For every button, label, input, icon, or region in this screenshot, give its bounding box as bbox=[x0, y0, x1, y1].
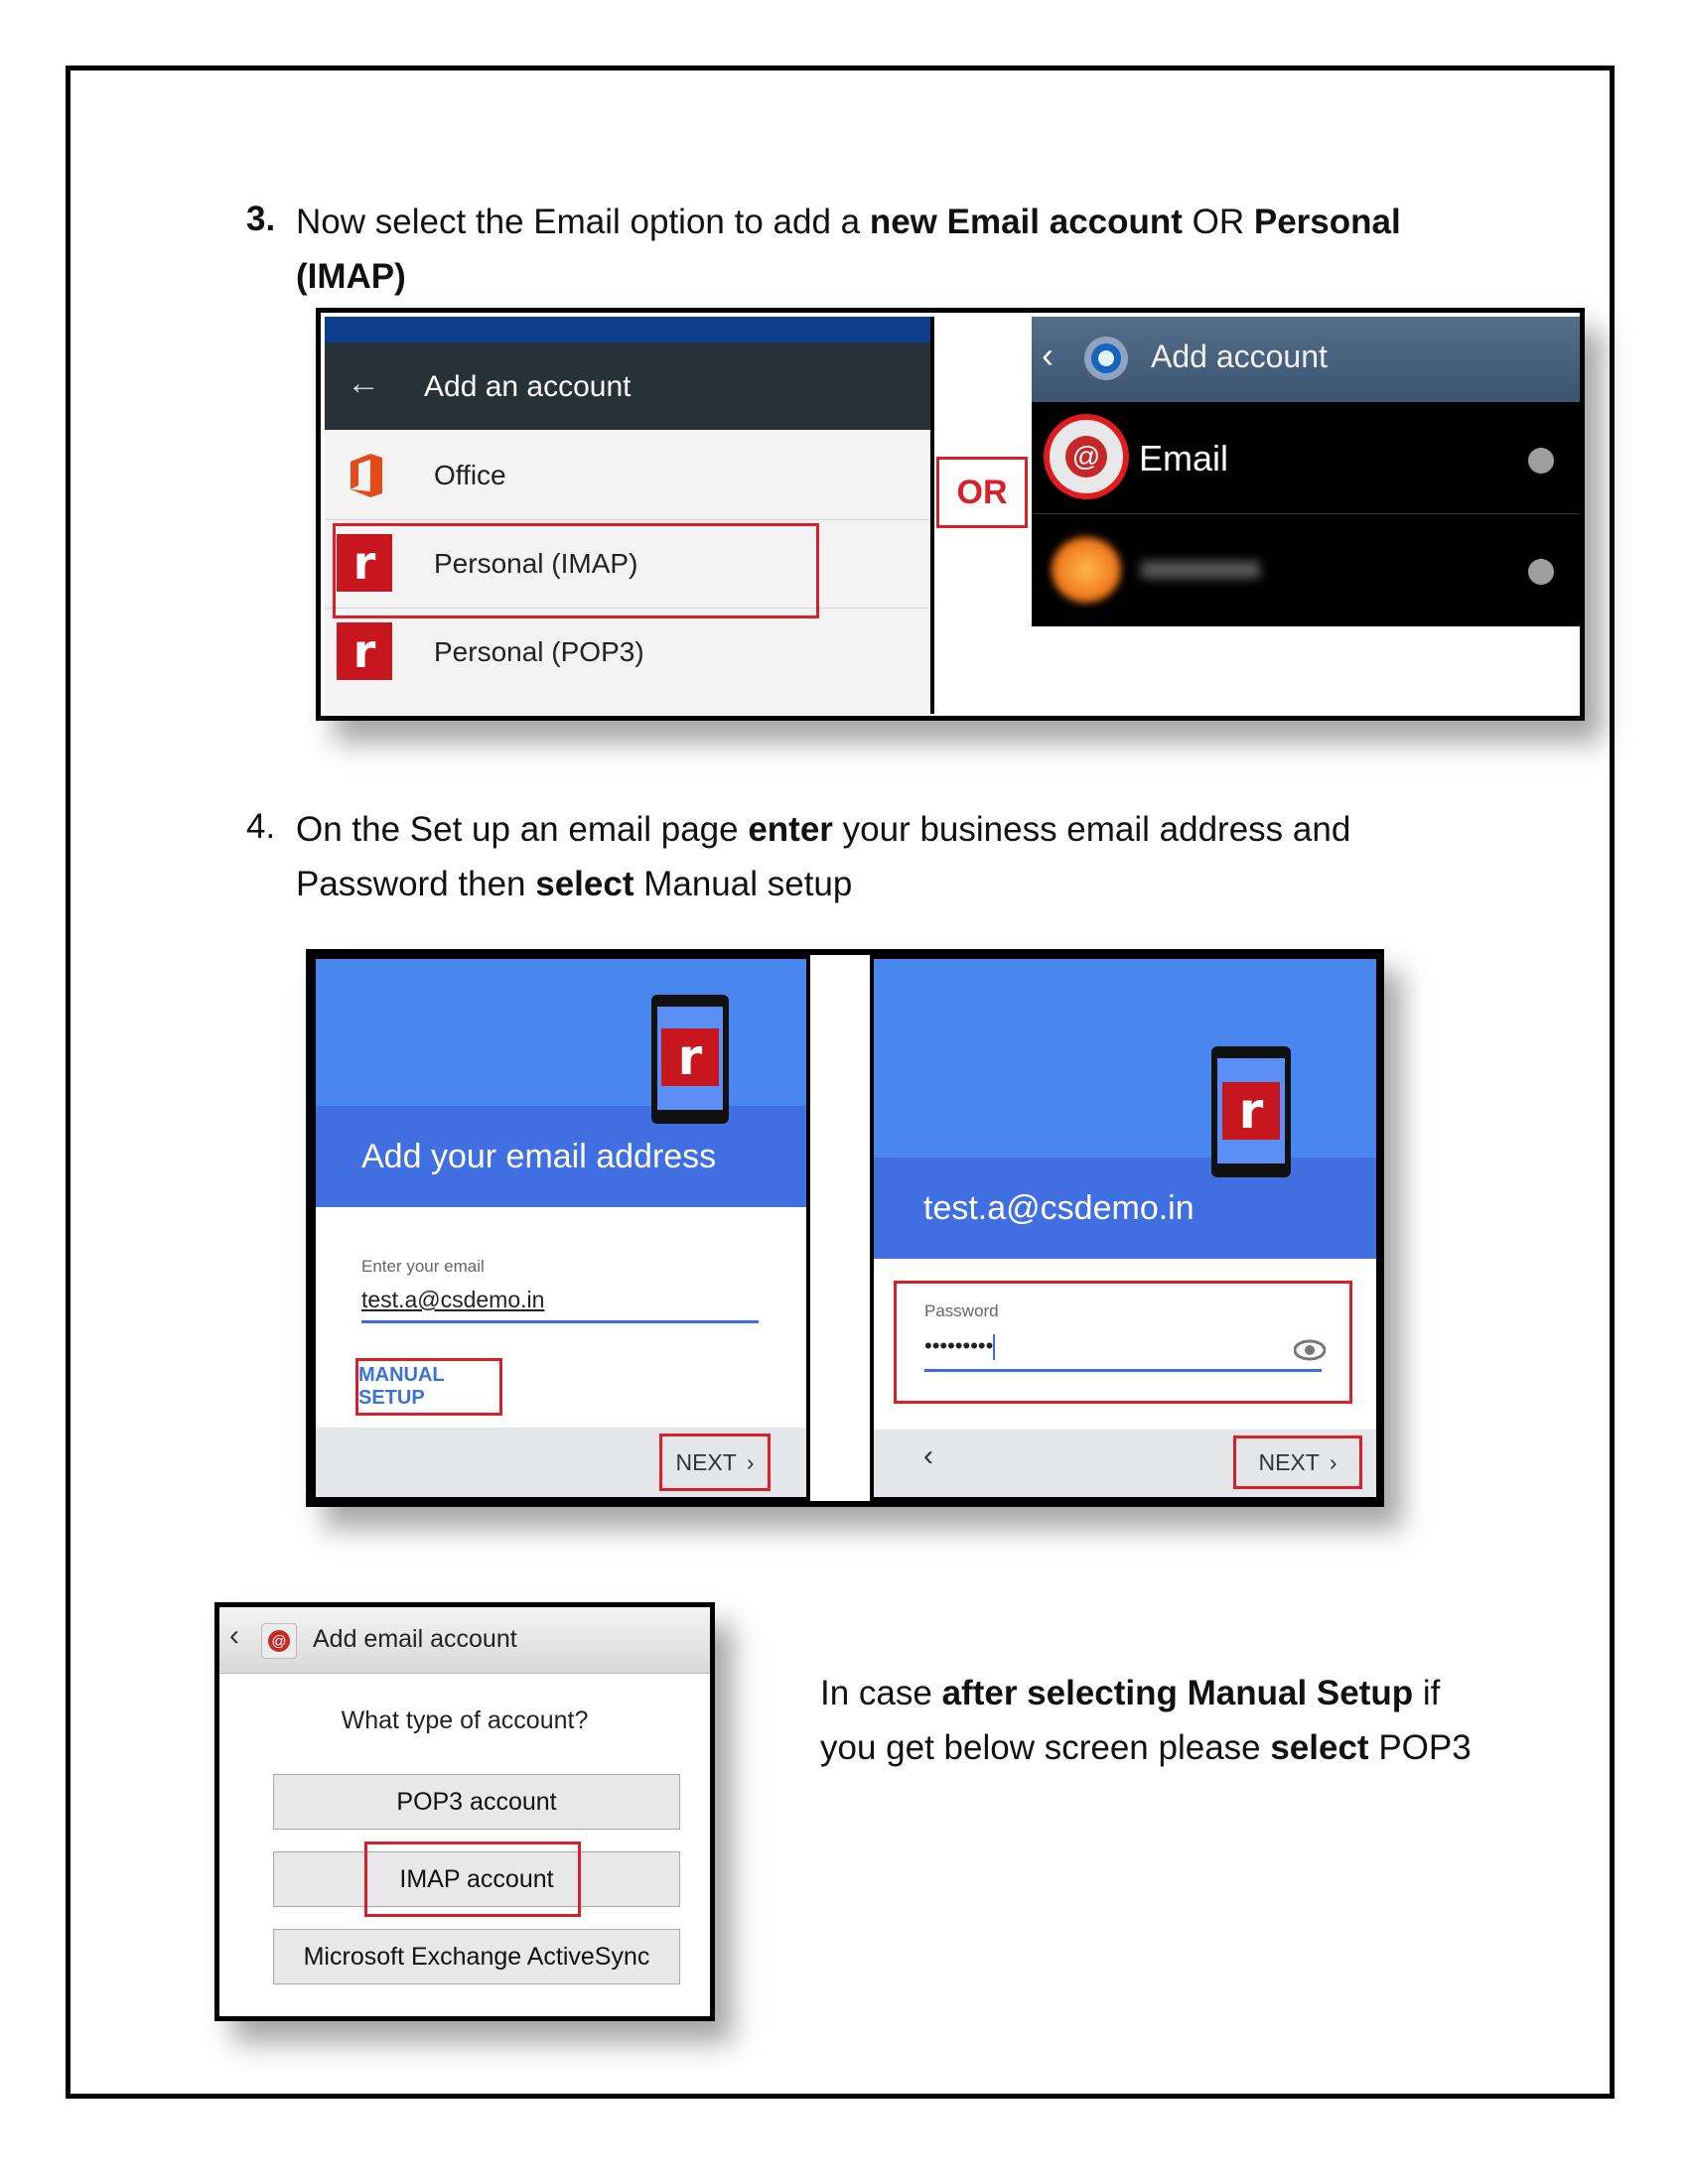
dialog-header bbox=[219, 1607, 710, 1674]
bottom-bar bbox=[316, 1428, 806, 1497]
step-4-number: 4. bbox=[246, 807, 276, 846]
chevron-left-icon[interactable]: ‹ bbox=[923, 1439, 933, 1472]
step-4-text bbox=[296, 802, 1487, 911]
highlight-personal-imap bbox=[333, 523, 819, 618]
android-header-title: Add account bbox=[1151, 339, 1328, 374]
step-3-number: 3. bbox=[246, 200, 276, 238]
header-top bbox=[874, 959, 1376, 1158]
step-4-text-e: select bbox=[535, 865, 634, 903]
step-4-text-a: On the Set up an email page bbox=[296, 810, 749, 849]
pop3-account-button[interactable]: POP3 account bbox=[273, 1774, 680, 1830]
step-3-text-b: new Email account bbox=[869, 203, 1183, 241]
outlook-header bbox=[325, 342, 930, 430]
next-label: NEXT bbox=[1258, 1448, 1320, 1475]
android-item-label: Email bbox=[1139, 438, 1229, 478]
step-3-figure bbox=[316, 308, 1585, 721]
step-4-text-b: enter bbox=[748, 810, 833, 849]
manual-setup-button[interactable]: MANUAL SETUP bbox=[355, 1358, 502, 1416]
next-button[interactable] bbox=[659, 1433, 771, 1491]
phone-illustration-icon: r bbox=[651, 995, 729, 1124]
outlook-item-label: Personal (IMAP) bbox=[434, 548, 638, 579]
outlook-item-office[interactable] bbox=[325, 432, 930, 520]
blurred-label bbox=[1141, 561, 1260, 579]
rediff-r-icon: r bbox=[337, 622, 392, 680]
blurred-app-icon bbox=[1052, 537, 1121, 603]
note-text-b: after selecting Manual Setup bbox=[941, 1674, 1414, 1712]
note-text-f: POP3 bbox=[1368, 1728, 1472, 1767]
radio-button[interactable] bbox=[1528, 559, 1554, 585]
outlook-item-personal-pop3[interactable] bbox=[325, 609, 930, 696]
note-text-e: select bbox=[1270, 1728, 1369, 1767]
add-email-heading: Add your email address bbox=[361, 1138, 717, 1175]
chevron-left-icon[interactable]: ‹ bbox=[1042, 335, 1054, 375]
password-input[interactable] bbox=[924, 1333, 1322, 1372]
imap-account-button[interactable]: IMAP account bbox=[273, 1851, 680, 1907]
account-type-question: What type of account? bbox=[341, 1706, 589, 1734]
step-3-text-a: Now select the Email option to add a bbox=[296, 203, 870, 241]
gap-separator bbox=[810, 955, 870, 1501]
highlight-imap-account bbox=[364, 1842, 581, 1917]
android-item-email[interactable] bbox=[1032, 404, 1580, 514]
bottom-bar bbox=[874, 1430, 1376, 1497]
step-4-text-d: Password then bbox=[296, 865, 536, 903]
next-label: NEXT bbox=[675, 1448, 737, 1475]
chevron-right-icon: › bbox=[1329, 1448, 1337, 1475]
android-add-account-panel bbox=[1032, 317, 1580, 626]
step-3-text bbox=[296, 195, 1487, 304]
email-app-icon: @ bbox=[1044, 414, 1129, 499]
back-arrow-icon[interactable]: ← bbox=[347, 364, 380, 402]
outlook-item-label: Personal (POP3) bbox=[434, 636, 644, 667]
android-header bbox=[1032, 317, 1580, 402]
account-type-dialog bbox=[214, 1602, 715, 2021]
eye-icon[interactable] bbox=[1294, 1339, 1326, 1361]
note-text-d: you get below screen please bbox=[820, 1728, 1271, 1767]
outlook-header-title: Add an account bbox=[424, 370, 632, 403]
password-screen bbox=[874, 959, 1376, 1497]
header-top bbox=[316, 959, 806, 1106]
manual-setup-note bbox=[820, 1666, 1575, 1775]
note-text-c: if bbox=[1413, 1674, 1441, 1712]
step-3-text-c: OR bbox=[1182, 203, 1254, 241]
step-4-text-f: Manual setup bbox=[633, 865, 853, 903]
chevron-right-icon: › bbox=[746, 1448, 755, 1475]
step-4-figure bbox=[306, 949, 1384, 1507]
step-3-text-d: Personal bbox=[1253, 203, 1401, 241]
chevron-left-icon[interactable]: ‹ bbox=[229, 1619, 239, 1652]
outlook-item-label: Office bbox=[434, 460, 506, 490]
note-text-a: In case bbox=[820, 1674, 942, 1712]
outlook-add-account-panel bbox=[325, 317, 934, 714]
password-value: ••••••••• bbox=[924, 1333, 994, 1358]
android-item-blurred[interactable] bbox=[1032, 515, 1580, 624]
password-highlight bbox=[894, 1281, 1352, 1404]
phone-illustration-icon: r bbox=[1211, 1046, 1291, 1177]
office-icon bbox=[349, 454, 384, 497]
email-app-icon: @ bbox=[261, 1623, 297, 1659]
or-label: OR bbox=[936, 457, 1028, 528]
dialog-title: Add email account bbox=[313, 1625, 517, 1653]
radio-button[interactable] bbox=[1528, 448, 1554, 474]
exchange-activesync-button[interactable]: Microsoft Exchange ActiveSync bbox=[273, 1929, 680, 1984]
email-field-label: Enter your email bbox=[361, 1257, 485, 1276]
next-button[interactable] bbox=[1233, 1435, 1362, 1489]
settings-gear-icon bbox=[1081, 334, 1131, 383]
rediff-r-icon: r bbox=[337, 534, 392, 592]
status-bar bbox=[325, 317, 930, 342]
password-field-label: Password bbox=[924, 1301, 999, 1320]
step-3-text-line2: (IMAP) bbox=[296, 257, 406, 296]
account-email-heading: test.a@csdemo.in bbox=[923, 1189, 1195, 1227]
email-input[interactable]: test.a@csdemo.in bbox=[361, 1287, 759, 1323]
add-email-screen bbox=[316, 959, 806, 1497]
step-4-text-c: your business email address and bbox=[832, 810, 1351, 849]
